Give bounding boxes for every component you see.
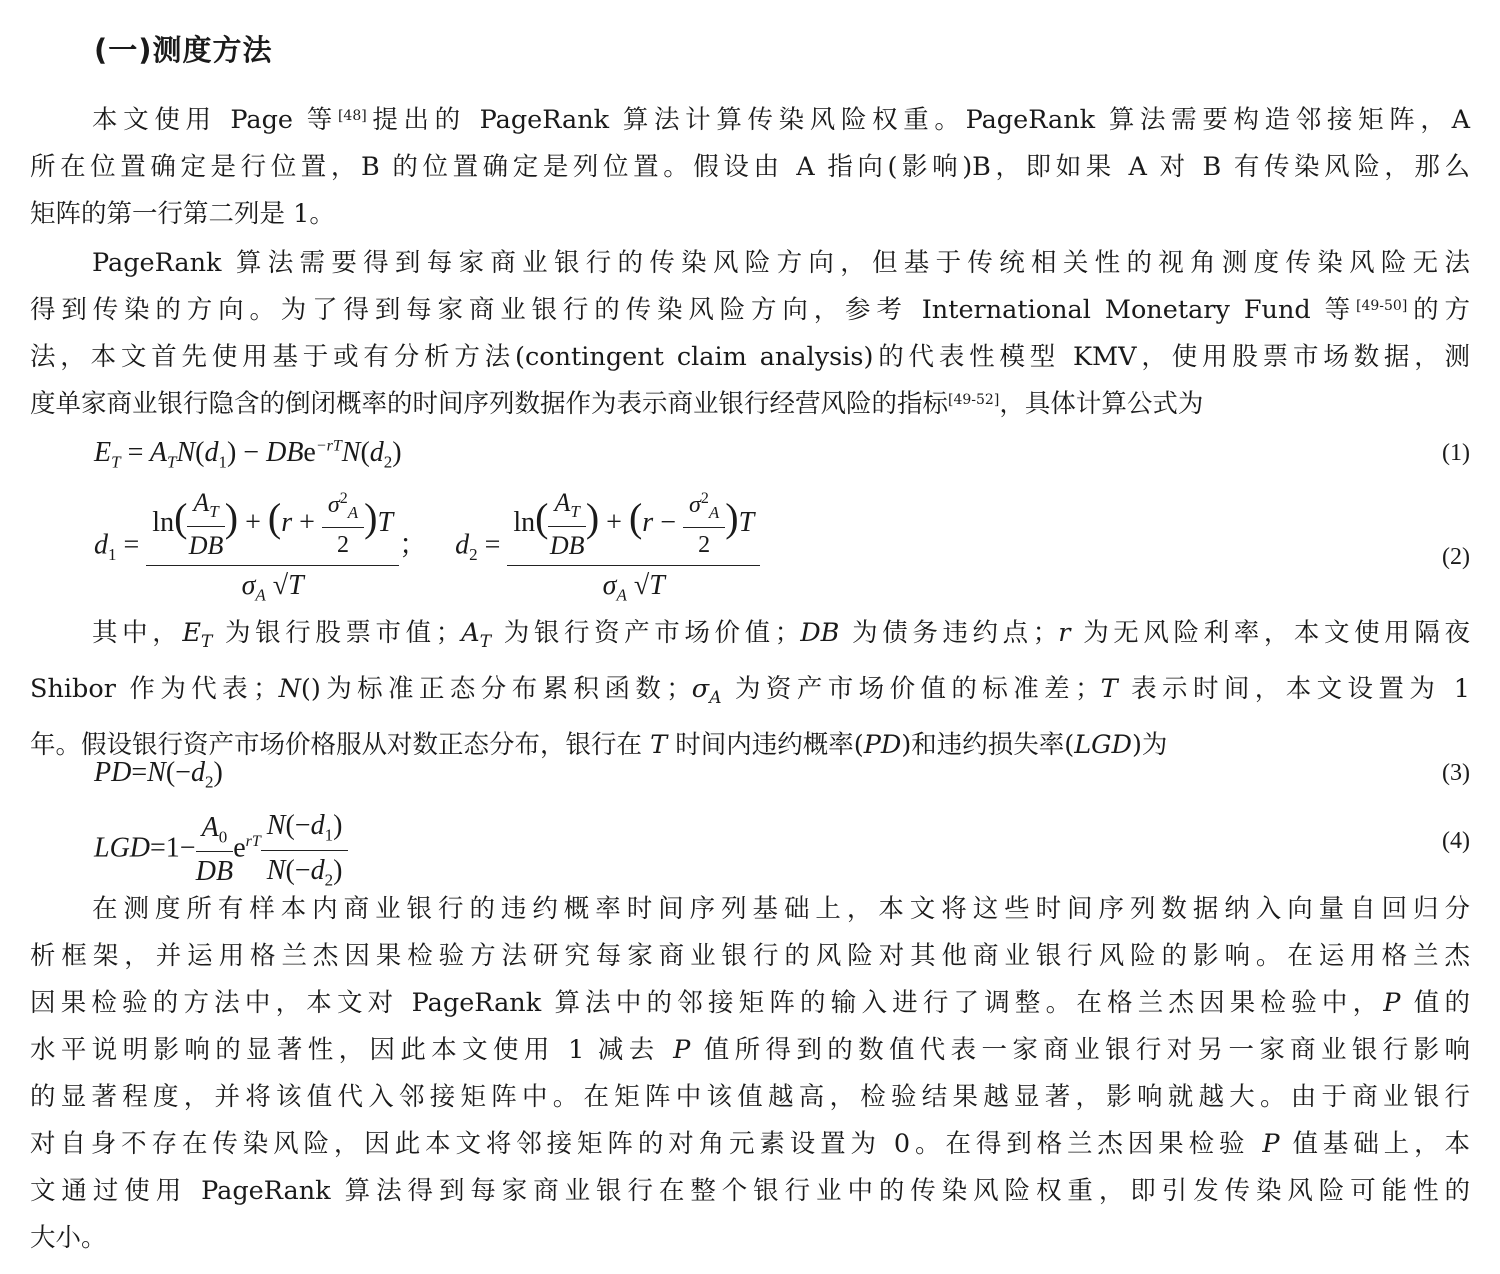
line: 度单家商业银行隐含的倒闭概率的时间序列数据作为表示商业银行经营风险的指标[49-52]，具体计算公式为 — [30, 389, 1204, 419]
section-heading: (一)测度方法 — [94, 33, 273, 67]
line: 本文使用 Page 等[48]提出的 PageRank 算法计算传染风险权重。PageRank 算法需要构造邻接矩阵，A — [92, 105, 1471, 135]
citation: [49-50] — [1356, 298, 1408, 314]
citation: [49-52] — [948, 392, 1000, 408]
fraction: ln( $\frac{A_T}{DB}$ ) + (r − $\frac{\sigma^2_A}{2}$ )T $\sigma_A$ √T — [507, 488, 760, 606]
line: 其中，$E_T$ 为银行股票市值；$A_T$ 为银行资产市场价值；DB 为债务违约点；r 为无风险利率，本文使用隔夜 — [92, 618, 1470, 653]
equation-number: (4) — [1442, 828, 1470, 854]
line: 析框架，并运用格兰杰因果检验方法研究每家商业银行的风险对其他商业银行风险的影响。在运用格兰杰 — [30, 941, 1470, 971]
fraction: $\frac{A_0}{DB}$ — [195, 811, 234, 888]
line: 大小。 — [30, 1223, 107, 1253]
paragraph-4 — [30, 886, 1470, 1262]
paragraph-2 — [30, 240, 1470, 428]
equation-1: $E_T = A_TN(d_1) - DBe^{-rT}N(d_2)$ — [94, 437, 402, 472]
equation-number: (2) — [1442, 544, 1470, 570]
equation-3: $PD=N(-d_2)$ — [94, 757, 223, 792]
line: 文通过使用 PageRank 算法得到每家商业银行在整个银行业中的传染风险权重，即引发传染风险可能性的 — [30, 1176, 1470, 1206]
paragraph-3 — [30, 610, 1470, 769]
line: 对自身不存在传染风险，因此本文将邻接矩阵的对角元素设置为 0。在得到格兰杰因果检验 P 值基础上，本 — [30, 1129, 1470, 1159]
line: 年。假设银行资产市场价格服从对数正态分布，银行在 T 时间内违约概率(PD)和违约损失率(LGD)为 — [30, 730, 1168, 761]
line: 因果检验的方法中，本文对 PageRank 算法中的邻接矩阵的输入进行了调整。在格兰杰因果检验中，P 值的 — [30, 988, 1470, 1018]
line: 所在位置确定是行位置，B 的位置确定是列位置。假设由 A 指向(影响)B，即如果 A 对 B 有传染风险，那么 — [30, 152, 1470, 182]
fraction: $\frac{N(-d_1)}{N(-d_2)}$ — [261, 810, 349, 890]
line: 矩阵的第一行第二列是 1。 — [30, 199, 335, 229]
equation-number: (3) — [1442, 760, 1470, 786]
line: PageRank 算法需要得到每家商业银行的传染风险方向，但基于传统相关性的视角测度传染风险无法 — [92, 248, 1470, 278]
line: Shibor 作为代表；N()为标准正态分布累积函数；$\sigma_A$ 为资产市场价值的标准差；T 表示时间，本文设置为 1 — [30, 674, 1471, 709]
paragraph-1 — [30, 97, 1470, 238]
equation-4: LGD=1− $\frac{A_0}{DB}$ $e^{rT}$ $\frac{N(-d_1)}{N(-d_2)}$ — [94, 810, 348, 890]
fraction: ln( $\frac{A_T}{DB}$ ) + (r + $\frac{\sigma^2_A}{2}$ )T $\sigma_A$ √T — [146, 488, 399, 606]
line: 在测度所有样本内商业银行的违约概率时间序列基础上，本文将这些时间序列数据纳入向量自回归分 — [92, 894, 1470, 924]
line: 法，本文首先使用基于或有分析方法(contingent claim analysis)的代表性模型 KMV，使用股票市场数据，测 — [30, 342, 1471, 372]
equation-number: (1) — [1442, 440, 1470, 466]
citation: [48] — [337, 108, 367, 124]
line: 水平说明影响的显著性，因此本文使用 1 减去 P 值所得到的数值代表一家商业银行对另一家商业银行影响 — [30, 1035, 1471, 1065]
equation-2: $d_1$ = ln( $\frac{A_T}{DB}$ ) + (r + $\frac{\sigma^2_A}{2}$ )T $\sigma_A$ √T ； $d_2$ = ln( $\frac{A_T}{DB}$ ) + (r − $\frac{\sigma^2_A}{2}$ )T $\sigma_A$ √T — [94, 488, 760, 606]
line: 的显著程度，并将该值代入邻接矩阵中。在矩阵中该值越高，检验结果越显著，影响就越大。由于商业银行 — [30, 1082, 1470, 1112]
line: 得到传染的方向。为了得到每家商业银行的传染风险方向，参考 International Monetary Fund 等[49-50]的方 — [30, 295, 1470, 325]
